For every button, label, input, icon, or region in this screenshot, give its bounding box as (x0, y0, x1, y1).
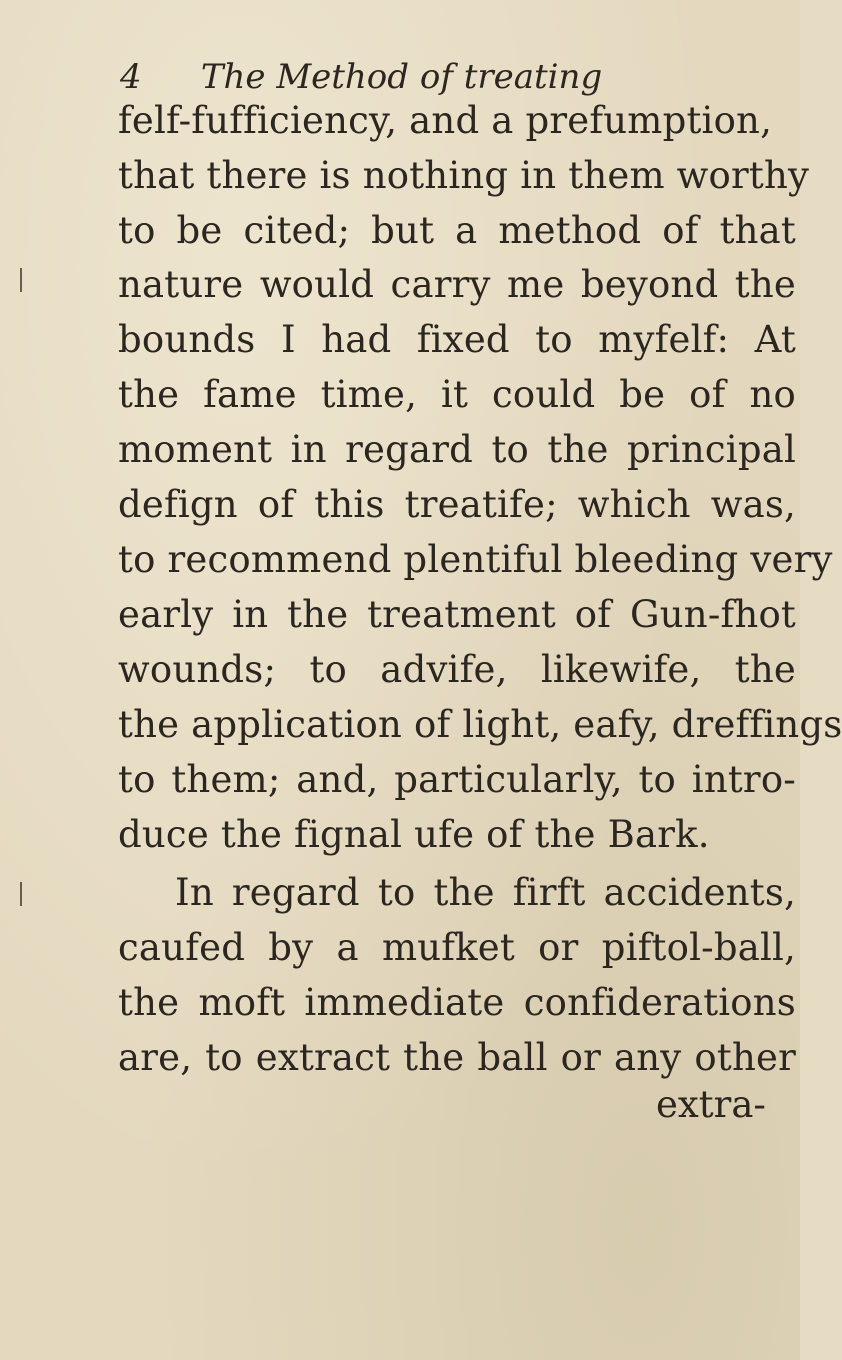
text-line: the application of light, eafy, dreffings (118, 703, 842, 746)
text-line: bounds I had fixed to myfelf: At (118, 318, 796, 361)
catchword: extra- (656, 1083, 766, 1126)
text-line: the moft immediate confiderations (118, 981, 796, 1024)
text-line: wounds; to advife, likewife, the (118, 648, 796, 691)
text-line: are, to extract the ball or any other (118, 1036, 796, 1079)
margin-mark (20, 268, 22, 292)
running-header (120, 52, 680, 102)
text-line: duce the fignal ufe of the Bark. (118, 813, 710, 856)
text-line: felf-fufficiency, and a prefumption, (118, 99, 773, 142)
text-line: moment in regard to the principal (118, 428, 796, 471)
text-line: early in the treatment of Gun-fhot (118, 593, 796, 636)
text-line: to them; and, particularly, to intro- (118, 758, 796, 801)
running-title: The Method of treating (200, 57, 603, 97)
text-line: nature would carry me beyond the (118, 263, 796, 306)
text-line: to be cited; but a method of that (118, 209, 796, 252)
text-line: defign of this treatife; which was, (118, 483, 796, 526)
text-line: that there is nothing in them worthy (118, 154, 810, 197)
text-line: to recommend plentiful bleeding very (118, 538, 833, 581)
text-line: In regard to the firft accidents, (175, 871, 796, 914)
margin-mark (20, 882, 22, 906)
text-line: caufed by a mufket or piftol-ball, (118, 926, 796, 969)
page-number: 4 (120, 57, 142, 97)
text-line: the fame time, it could be of no (118, 373, 796, 416)
